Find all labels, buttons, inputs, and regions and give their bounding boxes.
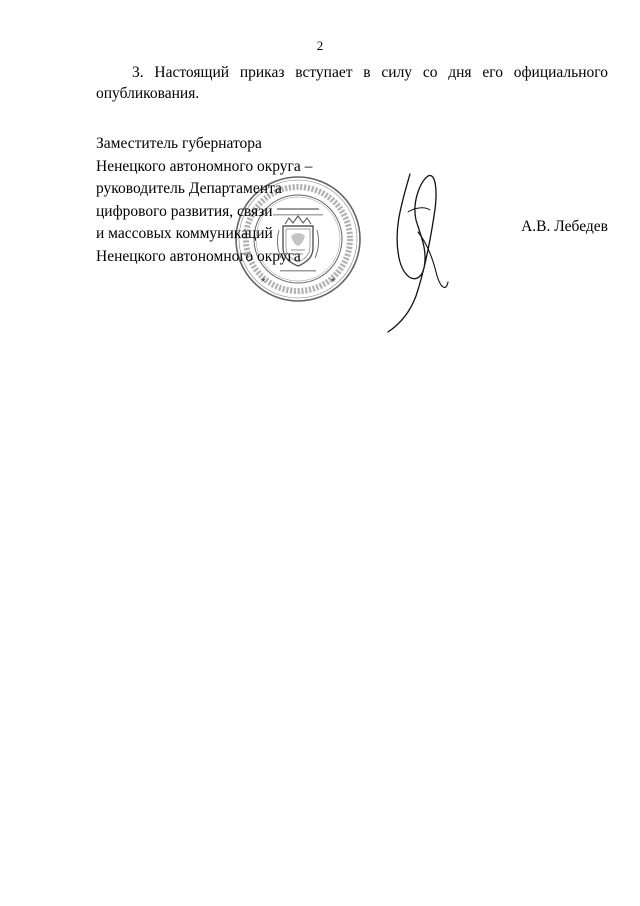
signatory-title-line: Заместитель губернатора [96, 135, 262, 152]
page-number: 2 [316, 38, 324, 53]
signatory-title-line: руководитель Департамента [96, 180, 282, 197]
signatory-title [96, 133, 312, 268]
signatory-title-line: Ненецкого автономного округа – [96, 157, 313, 175]
signatory-title-line: и массовых коммуникаций [96, 225, 273, 242]
signatory-title-line: цифрового развития, связи [96, 202, 273, 220]
signer-name: А.В. Лебедев [521, 218, 608, 235]
handwritten-signature-icon [380, 172, 450, 334]
svg-text:★: ★ [330, 276, 337, 284]
svg-text:★: ★ [260, 276, 267, 284]
signatory-title-line: Ненецкого автономного округа [96, 247, 301, 265]
paragraph-3: 3. Настоящий приказ вступает в силу со дня его официального опубликования. [96, 64, 608, 102]
